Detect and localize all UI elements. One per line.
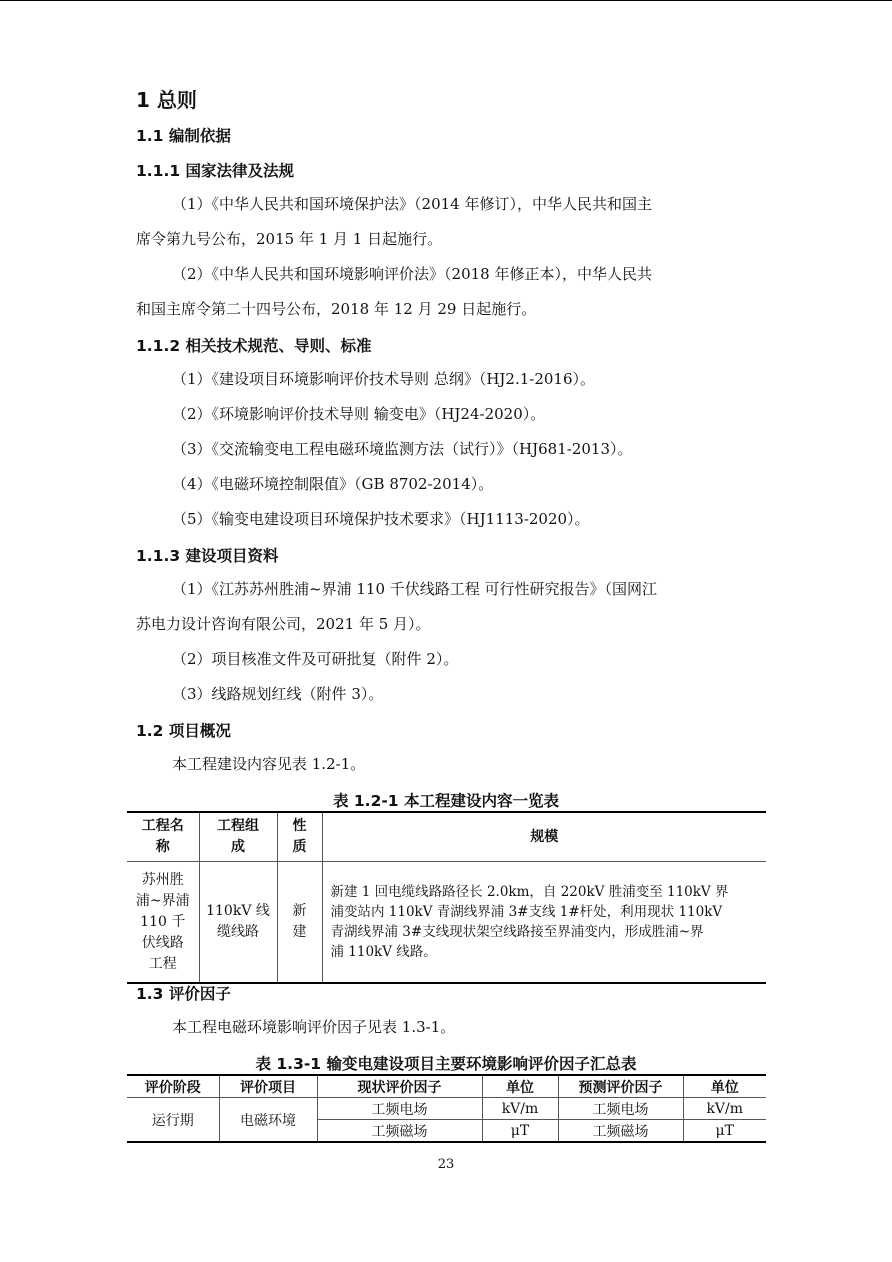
table-row bbox=[127, 862, 766, 984]
project-doc-3: （3）线路规划红线（附件 3）。 bbox=[172, 685, 384, 703]
construction-content-table bbox=[127, 811, 766, 984]
cell-text: 新建 1 回电缆线路路径长 2.0km，自 220kV 胜浦变至 110kV 界 bbox=[330, 884, 729, 900]
section-heading-1-1: 1.1 编制依据 bbox=[136, 127, 231, 145]
project-doc-1-line-2: 苏电力设计咨询有限公司，2021 年 5 月）。 bbox=[136, 615, 431, 633]
table-1-caption: 表 1.2-1 本工程建设内容一览表 bbox=[333, 792, 559, 810]
cell-text: 苏州胜 bbox=[141, 871, 184, 888]
chapter-heading: 1 总则 bbox=[136, 88, 197, 112]
table-2-caption: 表 1.3-1 输变电建设项目主要环境影响评价因子汇总表 bbox=[255, 1055, 637, 1073]
project-doc-1-line-1: （1）《江苏苏州胜浦~界浦 110 千伏线路工程 可行性研究报告》（国网江 bbox=[172, 580, 658, 598]
project-doc-2: （2）项目核准文件及可研批复（附件 2）。 bbox=[172, 650, 459, 668]
header-item: 评价项目 bbox=[219, 1075, 317, 1098]
cell-project-name bbox=[127, 862, 199, 984]
overview-paragraph: 本工程建设内容见表 1.2-1。 bbox=[172, 755, 366, 773]
header-text: 成 bbox=[231, 839, 245, 855]
standard-2: （2）《环境影响评价技术导则 输变电》（HJ24-2020）。 bbox=[172, 405, 546, 423]
table-header-row bbox=[127, 1075, 766, 1098]
law-1-line-1: （1）《中华人民共和国环境保护法》（2014 年修订），中华人民共和国主 bbox=[172, 195, 652, 213]
cell-text: 110 千 bbox=[140, 913, 186, 930]
cell-unit: μT bbox=[683, 1120, 766, 1143]
cell-text: 浦 110kV 线路。 bbox=[330, 944, 437, 960]
standard-5: （5）《输变电建设项目环境保护技术要求》（HJ1113-2020）。 bbox=[172, 510, 590, 528]
table-header-row bbox=[127, 812, 766, 862]
law-2-line-2: 和国主席令第二十四号公布，2018 年 12 月 29 日起施行。 bbox=[136, 300, 537, 318]
header-text: 工程组 bbox=[217, 818, 259, 834]
standard-4: （4）《电磁环境控制限值》（GB 8702-2014）。 bbox=[172, 475, 494, 493]
header-composition bbox=[199, 812, 277, 862]
cell-text: 伏线路 bbox=[141, 934, 184, 951]
factors-paragraph: 本工程电磁环境影响评价因子见表 1.3-1。 bbox=[172, 1018, 456, 1036]
header-predicted-factor: 预测评价因子 bbox=[558, 1075, 683, 1098]
cell-text: 浦~界浦 bbox=[135, 892, 190, 909]
evaluation-factors-table bbox=[127, 1074, 766, 1143]
law-2-line-1: （2）《中华人民共和国环境影响评价法》（2018 年修正本），中华人民共 bbox=[172, 265, 652, 283]
header-unit: 单位 bbox=[482, 1075, 558, 1098]
section-heading-1-1-1: 1.1.1 国家法律及法规 bbox=[136, 162, 295, 180]
cell-predicted-factor: 工频磁场 bbox=[558, 1120, 683, 1143]
header-nature bbox=[277, 812, 322, 862]
header-text: 性 bbox=[292, 818, 307, 834]
section-heading-1-2: 1.2 项目概况 bbox=[136, 722, 231, 740]
cell-unit: kV/m bbox=[482, 1098, 558, 1120]
cell-text: 缆线路 bbox=[217, 924, 259, 940]
header-current-factor: 现状评价因子 bbox=[317, 1075, 482, 1098]
header-scale: 规模 bbox=[322, 812, 766, 862]
header-text: 工程名 bbox=[141, 818, 184, 834]
cell-stage: 运行期 bbox=[127, 1098, 219, 1143]
cell-text: 青湖线界浦 3#支线现状架空线路接至界浦变内，形成胜浦~界 bbox=[330, 924, 704, 940]
cell-current-factor: 工频磁场 bbox=[317, 1120, 482, 1143]
table-row bbox=[127, 1098, 766, 1120]
cell-text: 工程 bbox=[148, 955, 177, 972]
header-text: 质 bbox=[292, 839, 307, 855]
cell-unit: kV/m bbox=[683, 1098, 766, 1120]
cell-unit: μT bbox=[482, 1120, 558, 1143]
cell-composition bbox=[199, 862, 277, 984]
header-project-name bbox=[127, 812, 199, 862]
cell-nature bbox=[277, 862, 322, 984]
cell-text: 110kV 线 bbox=[206, 903, 270, 919]
cell-text: 新 bbox=[292, 903, 307, 919]
cell-text: 浦变站内 110kV 青湖线界浦 3#支线 1#杆处，利用现状 110kV bbox=[330, 904, 723, 920]
section-heading-1-3: 1.3 评价因子 bbox=[136, 985, 231, 1003]
page-number: 23 bbox=[437, 1157, 455, 1172]
header-unit: 单位 bbox=[683, 1075, 766, 1098]
standard-1: （1）《建设项目环境影响评价技术导则 总纲》（HJ2.1-2016）。 bbox=[172, 370, 596, 388]
header-text: 称 bbox=[155, 839, 170, 855]
cell-scale bbox=[322, 862, 766, 984]
header-stage: 评价阶段 bbox=[127, 1075, 219, 1098]
standard-3: （3）《交流输变电工程电磁环境监测方法（试行）》（HJ681-2013）。 bbox=[172, 440, 633, 458]
section-heading-1-1-3: 1.1.3 建设项目资料 bbox=[136, 547, 279, 565]
cell-predicted-factor: 工频电场 bbox=[558, 1098, 683, 1120]
cell-current-factor: 工频电场 bbox=[317, 1098, 482, 1120]
cell-item: 电磁环境 bbox=[219, 1098, 317, 1143]
section-heading-1-1-2: 1.1.2 相关技术规范、导则、标准 bbox=[136, 337, 372, 355]
cell-text: 建 bbox=[292, 924, 307, 940]
law-1-line-2: 席令第九号公布，2015 年 1 月 1 日起施行。 bbox=[136, 230, 443, 248]
